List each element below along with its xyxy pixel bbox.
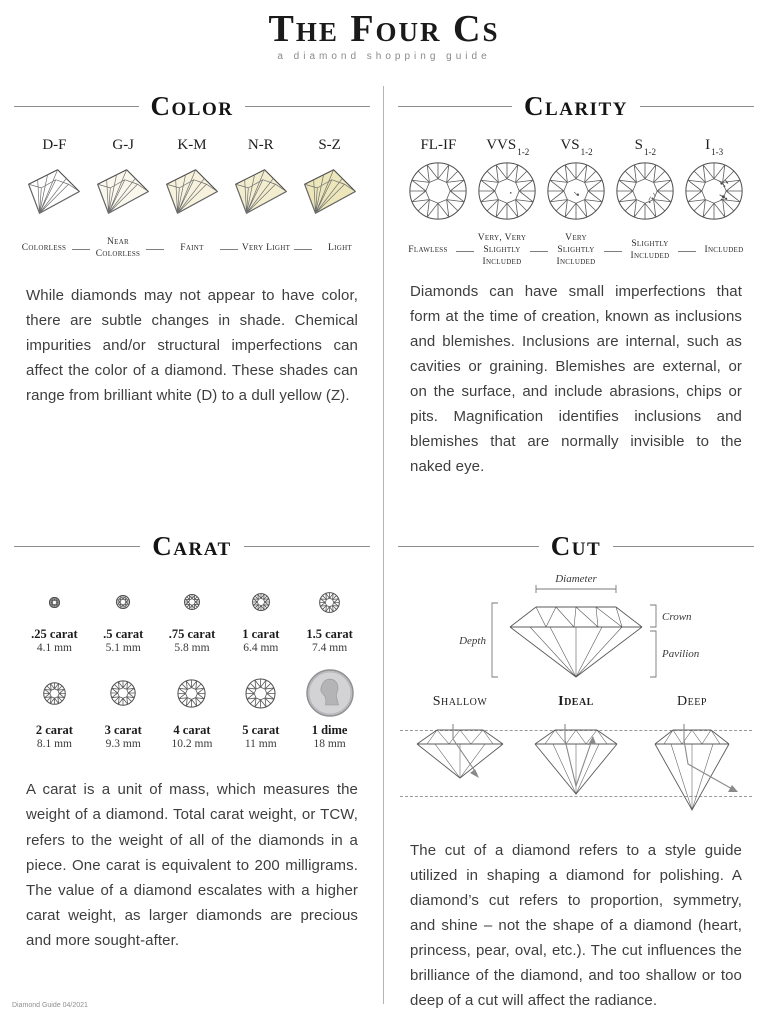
carat-weight: .75 carat xyxy=(168,627,216,641)
cut-anatomy-diagram xyxy=(398,573,754,690)
clarity-grade-label: Slightly Included xyxy=(630,239,670,261)
clarity-grade-label: Very Slightly Included xyxy=(556,233,596,267)
color-grade-label: Colorless xyxy=(21,243,67,254)
dime-coin-icon xyxy=(306,669,354,717)
clarity-diamond-row xyxy=(404,159,748,223)
carat-weight: 1.5 carat xyxy=(306,627,353,641)
round-diamond-icon xyxy=(43,682,66,705)
round-diamond-icon xyxy=(110,680,136,706)
carat-weight: 3 carat xyxy=(104,723,142,738)
divider-line xyxy=(613,546,754,547)
divider-line xyxy=(398,106,512,107)
carat-row-2 xyxy=(20,665,364,751)
color-section-header xyxy=(14,87,370,125)
diamond-profile-icon xyxy=(163,166,221,217)
document-footer: Diamond Guide 04/2021 xyxy=(12,1002,88,1009)
carat-diameter: 6.4 mm xyxy=(243,642,279,654)
section-cut xyxy=(384,525,768,1010)
carat-item xyxy=(295,665,364,751)
clarity-section-header xyxy=(398,87,754,125)
round-diamond-icon xyxy=(184,594,200,610)
divider-line xyxy=(398,546,539,547)
dash-connector xyxy=(72,249,90,250)
divider-line xyxy=(640,106,754,107)
carat-item xyxy=(20,579,89,655)
carat-diameter: 9.3 mm xyxy=(105,738,141,751)
carat-diameter: 5.1 mm xyxy=(105,642,141,654)
round-diamond-icon xyxy=(252,593,270,611)
profile-label-shallow: Shallow xyxy=(432,694,488,709)
cut-description: The cut of a diamond refers to a style guide utilized in shaping a diamond for polishing. A diamond’s cut refers to proportion, symmetry, and shine – not the shape of a diamond (heart, princess, pear, oval, etc.). The cut influences the brilliance of the diamond, and too shallow or too deep of a cut will affect the radiance. xyxy=(410,842,742,1010)
section-color xyxy=(0,85,384,525)
clarity-grade-label: Very, Very Slightly Included xyxy=(477,233,527,267)
color-grade-range: D-F xyxy=(42,137,67,153)
clarity-grade: $I_{1-3}$ xyxy=(705,137,724,157)
color-heading: Color xyxy=(150,90,234,121)
carat-weight: .5 carat xyxy=(103,627,144,641)
round-diamond-icon xyxy=(177,679,206,708)
carat-diameter: 8.1 mm xyxy=(36,738,72,751)
clarity-grade: $VVS_{1-2}$ xyxy=(486,137,530,157)
carat-diameter: 4.1 mm xyxy=(36,642,72,654)
carat-weight: 1 carat xyxy=(242,627,280,641)
ideal-cut-icon xyxy=(520,724,632,798)
anatomy-label-diameter: Diameter xyxy=(555,573,597,585)
divider-line xyxy=(244,546,370,547)
color-grade-row xyxy=(20,137,364,157)
carat-weight: 4 carat xyxy=(173,723,211,738)
dash-connector xyxy=(456,251,474,252)
carat-description: A carat is a unit of mass, which measures the weight of a diamond. Total carat weight, or TCW, refers to the weight of all of the diamonds in a piece. One carat is equivalent to 200 milligrams. The value of a diamond escalates with a higher carat weight, as larger diamonds are precious and more sought-after. xyxy=(26,781,358,949)
carat-weight: 1 dime xyxy=(311,723,348,738)
color-grade-label: Near Colorless xyxy=(95,237,141,259)
deep-cut-icon xyxy=(636,724,748,816)
clarity-grade-row xyxy=(404,137,748,157)
round-diamond-icon xyxy=(408,161,468,221)
round-diamond-icon xyxy=(477,161,537,221)
color-grade-range: G-J xyxy=(112,137,135,153)
carat-item xyxy=(158,665,227,751)
clarity-grade: FL-IF xyxy=(420,137,457,153)
profile-label-ideal: Ideal xyxy=(558,694,594,709)
divider-line xyxy=(14,106,139,107)
clarity-grade-label: Flawless xyxy=(408,245,448,256)
anatomy-label-depth: Depth xyxy=(459,635,486,647)
diamond-anatomy-icon xyxy=(442,573,710,685)
color-grade-label: Light xyxy=(327,243,353,254)
dash-connector xyxy=(604,251,622,252)
color-grade-label: Very Light xyxy=(241,243,291,254)
carat-item xyxy=(295,579,364,655)
section-carat xyxy=(0,525,384,1005)
clarity-grade: $S_{1-2}$ xyxy=(634,137,656,157)
divider-line xyxy=(14,546,140,547)
carat-weight: .25 carat xyxy=(31,627,78,641)
anatomy-label-crown: Crown xyxy=(662,611,692,623)
diamond-profile-icon xyxy=(94,166,152,217)
section-clarity xyxy=(384,85,768,525)
anatomy-label-pavilion: Pavilion xyxy=(662,648,700,660)
profile-label-deep: Deep xyxy=(677,694,707,709)
round-diamond-icon xyxy=(319,592,340,613)
divider-line xyxy=(245,106,370,107)
carat-item xyxy=(89,579,158,655)
diamond-profile-icon xyxy=(232,166,290,217)
carat-diameter: 18 mm xyxy=(313,738,346,751)
color-grade-range: S-Z xyxy=(318,137,341,153)
cut-profiles-diagram xyxy=(400,694,752,816)
carat-item xyxy=(158,579,227,655)
round-diamond-icon xyxy=(49,597,60,608)
carat-diameter: 10.2 mm xyxy=(171,738,213,751)
round-diamond-icon xyxy=(684,161,744,221)
dash-connector xyxy=(678,251,696,252)
carat-section-header xyxy=(14,527,370,565)
carat-weight: 2 carat xyxy=(35,723,73,738)
carat-item xyxy=(20,665,89,751)
inclusion-specks xyxy=(510,192,512,194)
clarity-description: Diamonds can have small imperfections that form at the time of creation, known as inclusions and blemishes. Inclusions are internal, such as cavities or graining. Blemishes are external, or on the surface, and include abrasions, chips or pits. Magnification identifies inclusions and blemishes that are normally invisible to the naked eye. xyxy=(410,283,742,476)
color-grade-range: N-R xyxy=(247,137,274,153)
color-grade-label: Faint xyxy=(180,243,204,254)
color-diamond-row xyxy=(20,161,364,221)
dash-connector xyxy=(146,249,164,250)
carat-diameter: 7.4 mm xyxy=(312,642,348,654)
carat-heading: Carat xyxy=(152,530,232,561)
diamond-profile-icon xyxy=(25,166,83,217)
carat-diameter: 5.8 mm xyxy=(174,642,210,654)
round-diamond-icon xyxy=(116,595,130,609)
clarity-heading: Clarity xyxy=(524,90,628,121)
carat-item xyxy=(226,665,295,751)
cut-heading: Cut xyxy=(550,530,602,561)
clarity-descriptor-row xyxy=(400,231,752,271)
dash-connector xyxy=(294,249,312,250)
color-grade-range: K-M xyxy=(177,137,207,153)
dash-connector xyxy=(530,251,548,252)
shallow-cut-icon xyxy=(404,724,516,786)
carat-item xyxy=(89,665,158,751)
diamond-profile-icon xyxy=(301,166,359,217)
color-description: While diamonds may not appear to have color, there are subtle changes in shade. Chemical impurities and/or structural imperfections can affect the color of a diamond. These shades can range from brilliant white (D) to a dull yellow (Z). xyxy=(26,287,358,405)
carat-row-1 xyxy=(20,579,364,655)
clarity-grade-label: Included xyxy=(704,245,744,256)
color-descriptor-row xyxy=(16,229,368,269)
page-title: The Four Cs xyxy=(268,8,500,50)
round-diamond-icon xyxy=(245,678,276,709)
page-header xyxy=(0,10,768,62)
carat-item xyxy=(226,579,295,655)
round-diamond-icon xyxy=(615,161,675,221)
carat-weight: 5 carat xyxy=(242,723,280,738)
carat-diameter: 11 mm xyxy=(244,738,277,751)
clarity-grade: $VS_{1-2}$ xyxy=(560,137,593,157)
round-diamond-icon xyxy=(546,161,606,221)
dash-connector xyxy=(220,249,238,250)
page-subtitle: a diamond shopping guide xyxy=(277,50,491,62)
cut-section-header xyxy=(398,527,754,565)
